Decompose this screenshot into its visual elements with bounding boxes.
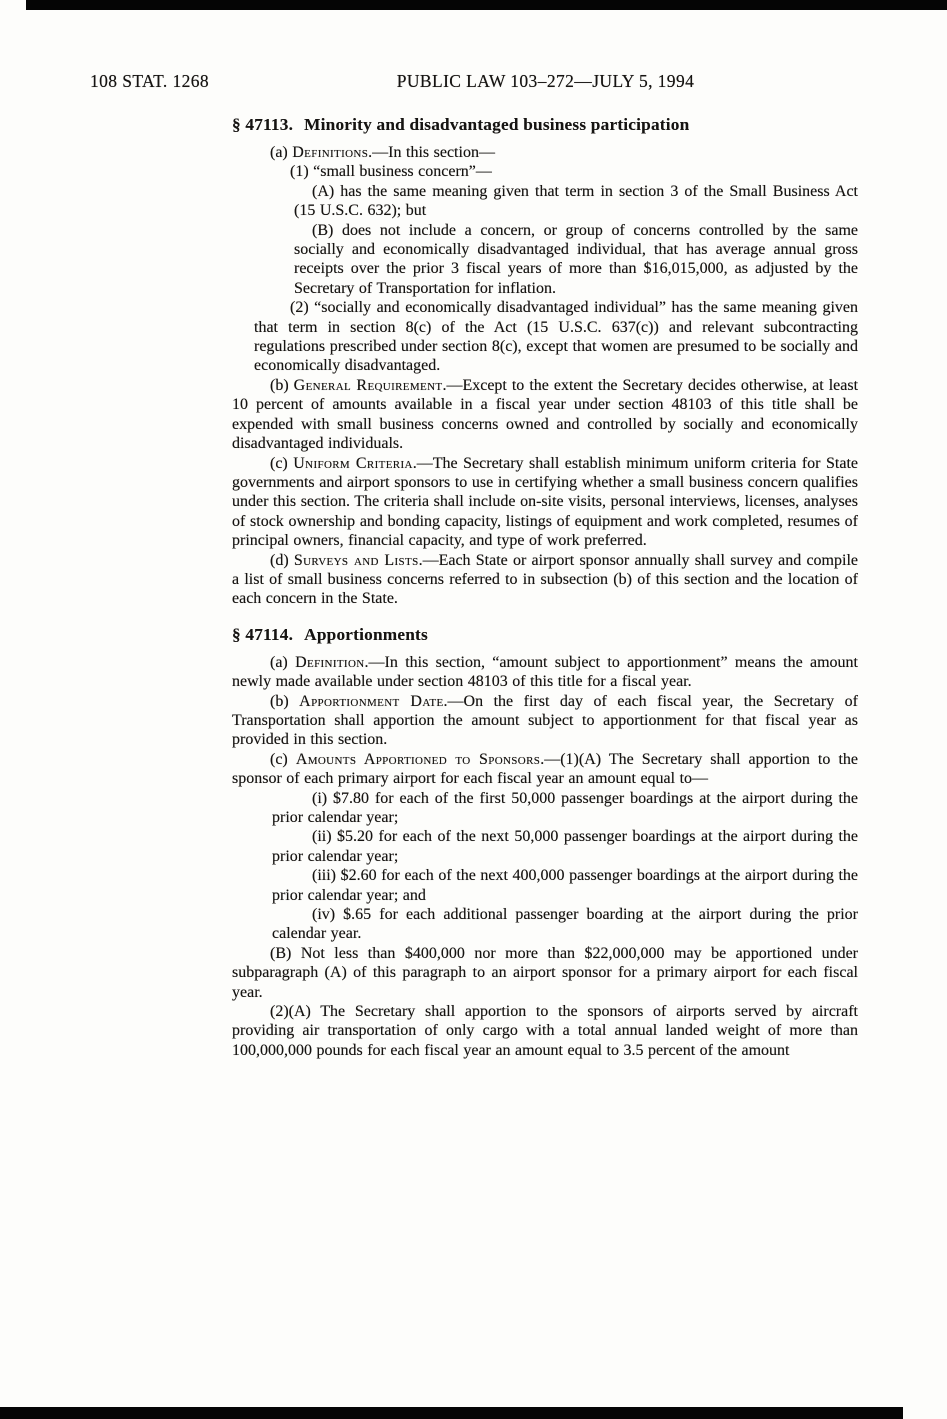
- statute-paragraph: [232, 143, 858, 162]
- statute-paragraph: [232, 551, 858, 609]
- small-caps-label: Definitions: [292, 144, 369, 161]
- paragraph-text: (c): [270, 750, 296, 768]
- section-number: § 47114.: [232, 624, 294, 644]
- paragraph-text: .—(1)(A) The Secretary shall apportion to the sponsor of each primary airport for each fiscal year an amount equal to—: [232, 750, 858, 788]
- statute-paragraph: [232, 944, 858, 1002]
- paragraph-text: .—Each State or airport sponsor annually shall survey and compile a list of small business concerns referred to in subsection (b) of this section and the location of each concern in the State.: [232, 551, 858, 608]
- paragraph-text: (iv) $.65 for each additional passenger boarding at the airport during the prior calendar year.: [272, 906, 858, 943]
- statute-paragraph: [232, 750, 858, 789]
- paragraph-text: (d): [270, 551, 294, 569]
- statute-paragraph: [272, 866, 858, 905]
- statute-paragraph: [272, 827, 858, 866]
- section-title: Apportionments: [304, 624, 428, 644]
- statute-paragraph: [254, 298, 858, 376]
- paragraph-text: .—In this section, “amount subject to apportionment” means the amount newly made available under section 48103 of this title for a fiscal year.: [232, 653, 858, 691]
- small-caps-label: General Requirement: [293, 376, 443, 394]
- document-body: [232, 114, 858, 1060]
- statute-paragraph: [232, 454, 858, 551]
- paragraph-text: (c): [270, 454, 294, 472]
- scan-artifact-top-bar: [26, 0, 947, 10]
- statute-paragraph: [232, 376, 858, 454]
- statute-paragraph: [232, 692, 858, 750]
- paragraph-text: (B) does not include a concern, or group of concerns controlled by the same socially and economically disadvantaged individual, that has average annual gross receipts over the prior 3 fiscal years of more than $16,015,000, as adjusted by the Secretary of Transportation for inflation.: [294, 221, 858, 297]
- running-head: [0, 71, 947, 93]
- paragraph-text: .—On the first day of each fiscal year, the Secretary of Transportation shall apportion the amount subject to apportionment for that fiscal year as provided in this section.: [232, 692, 859, 749]
- paragraph-text: (A) has the same meaning given that term in section 3 of the Small Business Act (15 U.S.C. 632); but: [294, 182, 858, 220]
- paragraph-text: (i) $7.80 for each of the first 50,000 passenger boardings at the airport during the prior calendar year;: [272, 789, 858, 826]
- section-heading: [232, 624, 858, 645]
- paragraph-text: .—Except to the extent the Secretary decides otherwise, at least 10 percent of amounts available in a fiscal year under section 48103 of this title shall be expended with small business concerns owned and controlled by socially and economically disadvantaged individuals.: [232, 376, 859, 453]
- statutes-page-number: 108 STAT. 1268: [90, 71, 210, 91]
- paragraph-text: (a): [270, 653, 296, 671]
- public-law-title: PUBLIC LAW 103–272—JULY 5, 1994: [396, 71, 695, 91]
- paragraph-text: (B) Not less than $400,000 nor more than $22,000,000 may be apportioned under subparagraph (A) of this paragraph to an airport sponsor for a primary airport for each fiscal year.: [232, 944, 858, 1001]
- small-caps-label: Amounts Apportioned to Sponsors: [295, 750, 541, 768]
- paragraph-text: (2) “socially and economically disadvantaged individual” has the same meaning given that term in section 8(c) of the Act (15 U.S.C. 637(c)) and relevant subcontracting regulations prescribed under section 8(c), except that women are presumed to be socially and economically disadvantaged.: [254, 299, 858, 375]
- statute-paragraph: [232, 1002, 858, 1060]
- statute-paragraph: [272, 905, 858, 944]
- section-title: Minority and disadvantaged business participation: [304, 115, 690, 134]
- scan-artifact-bottom-bar: [0, 1407, 903, 1419]
- paragraph-text: .—In this section—: [368, 144, 495, 161]
- paragraph-text: (iii) $2.60 for each of the next 400,000 passenger boardings at the airport during the prior calendar year; and: [272, 867, 858, 904]
- paragraph-text: (b): [270, 376, 294, 394]
- statute-paragraph: [232, 653, 858, 692]
- statute-paragraph: [254, 162, 858, 181]
- paragraph-text: (1) “small business concern”—: [290, 163, 492, 181]
- small-caps-label: Uniform Criteria: [293, 454, 413, 472]
- statute-paragraph: [294, 221, 858, 299]
- small-caps-label: Definition: [295, 653, 365, 671]
- paragraph-text: .—The Secretary shall establish minimum uniform criteria for State governments and airport sponsors to use in certifying whether a small business concern qualifies under this section. The criteria shall include on-site visits, personal interviews, licenses, analyses of stock ownership and bonding capacity, listings of equipment and work completed, resumes of principal owners, financial capacity, and type of work preferred.: [232, 454, 858, 550]
- section-number: § 47113.: [232, 115, 294, 134]
- small-caps-label: Apportionment Date: [299, 692, 444, 710]
- statute-paragraph: [294, 182, 858, 221]
- paragraph-text: (ii) $5.20 for each of the next 50,000 passenger boardings at the airport during the prior calendar year;: [272, 828, 858, 865]
- statute-paragraph: [272, 789, 858, 828]
- paragraph-text: (b): [270, 692, 300, 710]
- paragraph-text: (a): [270, 144, 293, 161]
- paragraph-text: (2)(A) The Secretary shall apportion to the sponsors of airports served by aircraft providing air transportation of only cargo with a total annual landed weight of more than 100,000,000 pounds for each fiscal year an amount equal to 3.5 percent of the amount: [232, 1003, 858, 1059]
- small-caps-label: Surveys and Lists: [293, 551, 419, 569]
- section-heading: [232, 114, 858, 135]
